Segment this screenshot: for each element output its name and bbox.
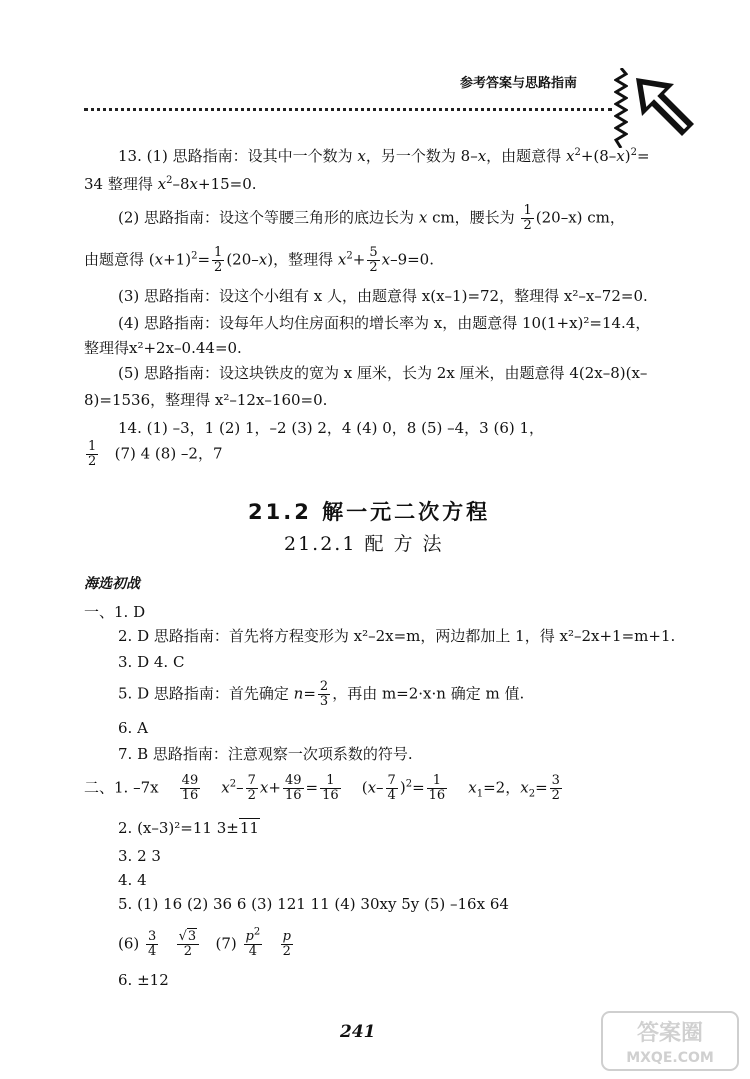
part2-line6: (6) $\frac{3}{4}$ $\frac{√3}{2}$ (7) $\frac{p^2}{4}$ $\frac{p}{2}$	[118, 926, 291, 959]
zigzag-decoration	[614, 68, 628, 148]
part1-line1: 一、1. D	[84, 603, 146, 621]
q13-part3: (3) 思路指南：设这个小组有 x 人，由题意得 x(x–1)=72，整理得 x²–x–72=0.	[118, 287, 648, 305]
part2-line2: 2. (x–3)²=11 3±11	[118, 819, 259, 837]
q13-part4-line2: 整理得x²+2x–0.44=0.	[84, 339, 242, 357]
q13-part4-line1: (4) 思路指南：设每年人均住房面积的增长率为 x，由题意得 10(1+x)²=14.4，	[118, 314, 651, 332]
part-heading: 海选初战	[84, 576, 140, 592]
q13-part1-line1: 13. (1) 思路指南：设其中一个数为 x，另一个数为 8–x，由题意得 $x^2+(8-x)^2=$	[118, 147, 650, 165]
part2-line5: 5. (1) 16 (2) 36 6 (3) 121 11 (4) 30xy 5y (5) –16x 64	[118, 895, 509, 913]
part2-line3: 3. 2 3	[118, 847, 161, 865]
part1-line3: 3. D 4. C	[118, 653, 185, 671]
dotted-rule	[84, 108, 612, 111]
part1-line2: 2. D 思路指南：首先将方程变形为 x²–2x=m，两边都加上 1，得 x²–2x+1=m+1.	[118, 627, 676, 645]
part1-line5: 6. A	[118, 719, 148, 737]
q14-line2: $\frac{1}{2}$ (7) 4 (8) –2，7	[88, 439, 223, 469]
fraction-half: $\frac{1}{2}$	[523, 203, 532, 233]
svg-text:答案圈: 答案圈	[636, 1021, 704, 1046]
q14-line1: 14. (1) –3，1 (2) 1，–2 (3) 2，4 (4) 0，8 (5) –4，3 (6) 1，	[118, 419, 545, 437]
part1-line4: 5. D 思路指南：首先确定 n= $\frac{2}{3}$ ，再由 m=2·x·n 确定 m 值.	[118, 679, 525, 709]
q13-part5-line1: (5) 思路指南：设这块铁皮的宽为 x 厘米，长为 2x 厘米，由题意得 4(2x–8)(x–	[118, 364, 648, 382]
page-number: 241	[340, 1022, 376, 1042]
q13-part2-line1: (2) 思路指南：设这个等腰三角形的底边长为 x cm，腰长为 $\frac{1}{2}$ (20–x) cm，	[118, 203, 625, 233]
part2-line7: 6. ±12	[118, 971, 169, 989]
running-header: 参考答案与思路指南	[460, 76, 578, 91]
part2-line4: 4. 4	[118, 871, 147, 889]
section-heading: 21.2 解一元二次方程	[248, 500, 491, 524]
subsection-heading: 21.2.1 配 方 法	[284, 533, 444, 555]
part2-line1: 二、1. –7x $\frac{49}{16}$ $x^2-$ $\frac{7}{2}$ x+ $\frac{49}{16}$ = $\frac{1}{16}$ (x– $\frac{7}{4}$ )$^2$= $\frac{1}{16}$ $x_1=2$，$x_2=$ $\frac{3}{2}$	[84, 773, 560, 803]
watermark-logo	[600, 1010, 740, 1072]
svg-text:MXQE.COM: MXQE.COM	[626, 1050, 714, 1066]
part1-line6: 7. B 思路指南：注意观察一次项系数的符号.	[118, 745, 413, 763]
arrow-icon	[630, 72, 700, 142]
q13-part2-line2: 由题意得 $(x+1)^2=$ $\frac{1}{2}$ (20–x)，整理得 $x^2+$ $\frac{5}{2}$ x–9=0.	[84, 245, 434, 275]
q13-part1-line2: 34 整理得 $x^2-8x+15=0$.	[84, 175, 257, 193]
q13-part5-line2: 8)=1536，整理得 x²–12x–160=0.	[84, 391, 328, 409]
